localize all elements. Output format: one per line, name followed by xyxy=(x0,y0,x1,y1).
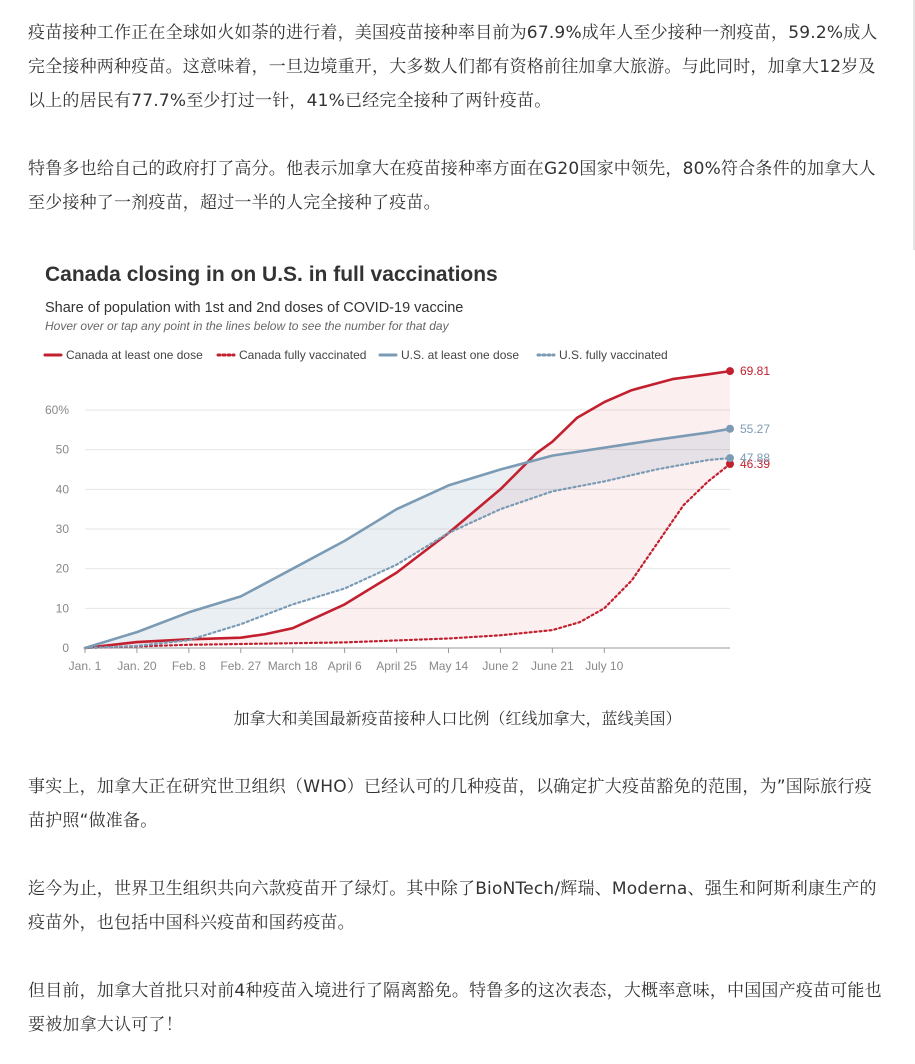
y-tick-label: 20 xyxy=(55,561,69,576)
series-end-point-0 xyxy=(726,367,734,375)
chart-title: Canada closing in on U.S. in full vaccinations xyxy=(45,263,498,286)
article-paragraph-2: 特鲁多也给自己的政府打了高分。他表示加拿大在疫苗接种率方面在G20国家中领先，80%符合条件的加拿大人至少接种了一剂疫苗，超过一半的人完全接种了疫苗。 xyxy=(28,159,876,213)
legend-label-2: U.S. at least one dose xyxy=(401,348,520,362)
y-tick-label: 0 xyxy=(62,641,69,655)
y-tick-label: 40 xyxy=(55,482,69,497)
y-tick-label: 60% xyxy=(44,403,69,417)
chart-legend xyxy=(45,348,668,362)
y-tick-label: 50 xyxy=(55,442,69,457)
legend-label-1: Canada fully vaccinated xyxy=(239,348,367,362)
x-tick-label: Feb. 27 xyxy=(220,659,262,673)
vaccination-chart xyxy=(30,250,770,690)
x-tick-label: April 6 xyxy=(327,659,362,673)
x-tick-label: Jan. 1 xyxy=(68,659,102,673)
chart-end-labels xyxy=(740,364,770,471)
y-tick-label: 30 xyxy=(55,522,69,536)
y-tick-label: 10 xyxy=(55,601,69,616)
x-tick-label: July 10 xyxy=(585,659,624,673)
series-end-label-1: 46.39 xyxy=(740,456,770,471)
chart-fills xyxy=(85,371,730,648)
series-end-label-0: 69.81 xyxy=(740,364,770,379)
x-tick-label: May 14 xyxy=(428,659,469,673)
series-end-label-2: 55.27 xyxy=(740,421,770,436)
article-paragraph-1: 疫苗接种工作正在全球如火如荼的进行着，美国疫苗接种率目前为67.9%成年人至少接种一剂疫苗，59.2%成人完全接种两种疫苗。这意味着，一旦边境重开，大多数人们都有资格前往加拿大旅游。与此同时，加拿大12岁及以上的居民有77.7%至少打过一针，41%已经完全接种了两针疫苗。 xyxy=(28,23,878,111)
x-tick-label: June 2 xyxy=(482,659,519,673)
article-paragraph-5: 但目前，加拿大首批只对前4种疫苗入境进行了隔离豁免。特鲁多的这次表态，大概率意味，中国国产疫苗可能也要被加拿大认可了！ xyxy=(28,981,882,1035)
series-end-point-3 xyxy=(726,454,734,462)
x-tick-label: April 25 xyxy=(376,659,417,673)
x-tick-label: Jan. 20 xyxy=(117,659,157,673)
chart-subtitle: Share of population with 1st and 2nd doses of COVID-19 vaccine xyxy=(45,300,464,316)
series-end-label-3: 47.88 xyxy=(740,451,770,466)
figure-caption: 加拿大和美国最新疫苗接种人口比例（红线加拿大，蓝线美国） xyxy=(233,709,682,728)
series-end-point-2 xyxy=(726,425,734,433)
chart-x-axis xyxy=(69,648,624,673)
article-paragraph-3: 事实上，加拿大正在研究世卫组织（WHO）已经认可的几种疫苗，以确定扩大疫苗豁免的范围，为”国际旅行疫苗护照“做准备。 xyxy=(28,777,872,831)
legend-label-0: Canada at least one dose xyxy=(66,348,203,362)
x-tick-label: Feb. 8 xyxy=(171,659,206,673)
x-tick-label: March 18 xyxy=(267,659,318,673)
article-paragraph-4: 迄今为止，世界卫生组织共向六款疫苗开了绿灯。其中除了BioNTech/辉瑞、Moderna、强生和阿斯利康生产的疫苗外，也包括中国科兴疫苗和国药疫苗。 xyxy=(28,879,877,933)
legend-label-3: U.S. fully vaccinated xyxy=(559,348,668,362)
chart-note: Hover over or tap any point in the lines below to see the number for that day xyxy=(45,319,449,333)
x-tick-label: June 21 xyxy=(531,659,574,673)
